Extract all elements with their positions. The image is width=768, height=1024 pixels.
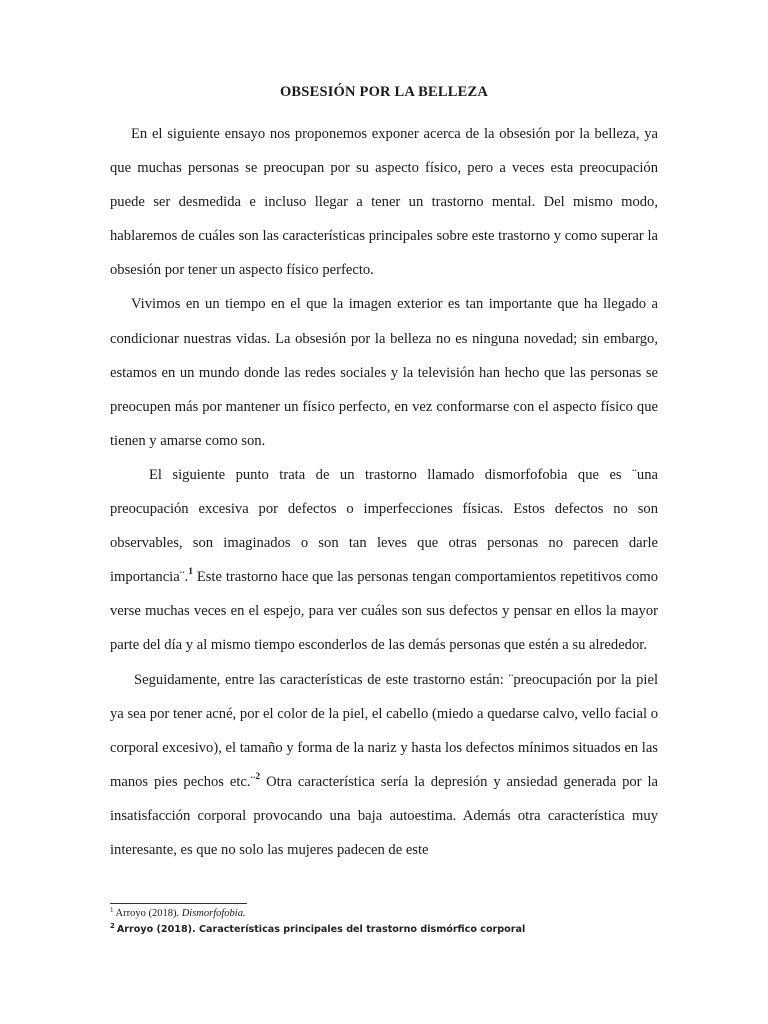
- footnote-separator: [110, 903, 247, 904]
- paragraph-4-text-a: Seguidamente, entre las características de este trastorno están: ¨preocupación por la piel ya sea por tener acné, por el color de la piel, el cabello (miedo a quedarse calvo, vello facial o corporal excesivo), el tamaño y forma de la nariz y hasta los defectos mínimos situados en las manos pies pechos etc.¨: [110, 671, 658, 790]
- paragraph-3-text-a: El siguiente punto trata de un trastorno llamado dismorfofobia que es ¨una preocupación excesiva por defectos o imperfecciones físicas. Estos defectos no son observables, son imaginados o son tan leves que otras personas no parecen darle importancia¨.: [110, 466, 658, 586]
- paragraph-2: Vivimos en un tiempo en el que la imagen exterior es tan importante que ha llegado a condicionar nuestras vidas. La obsesión por la belleza no es ninguna novedad; sin embargo, estamos en un mundo donde las redes sociales y la televisión han hecho que las personas se preocupen más por mantener un físico perfecto, en vez conformarse con el aspecto físico que tienen y amarse como son.: [110, 296, 658, 449]
- footnote-1-author: Arroyo (2018).: [115, 908, 182, 919]
- document-title: OBSESIÓN POR LA BELLEZA: [279, 84, 489, 100]
- paragraph-4-text-b: Otra característica sería la depresión y ansiedad generada por la insatisfacción corporal provocando una baja autoestima. Además otra característica muy interesante, es que no solo las mujeres padecen de este: [110, 773, 658, 858]
- footnote-1-number: 1: [110, 905, 114, 914]
- footnote-ref-1[interactable]: 1: [188, 567, 193, 578]
- footnotes: [110, 906, 670, 938]
- footnote-1-work: Dismorfofobia.: [181, 908, 246, 919]
- document-body: [110, 117, 658, 867]
- footnote-2-number: 2: [110, 921, 115, 930]
- footnote-2-text: Arroyo (2018). Características principales del trastorno dismórfico corporal: [116, 924, 526, 935]
- footnote-1: [110, 906, 670, 922]
- footnote-ref-2[interactable]: 2: [255, 771, 261, 782]
- paragraph-3: [110, 458, 658, 663]
- paragraph-4: [110, 663, 658, 868]
- paragraph-3-text-b: Este trastorno hace que las personas tengan comportamientos repetitivos como verse muchas veces en el espejo, para ver cuáles son sus defectos y pensar en ellos la mayor parte del día y al mismo tiempo esconderlos de las demás personas que estén a su alrededor.: [110, 569, 658, 654]
- footnote-2: [110, 922, 670, 938]
- paragraph-1: En el siguiente ensayo nos proponemos exponer acerca de la obsesión por la belleza, ya que muchas personas se preocupan por su aspecto físico, pero a veces esta preocupación puede ser desmedida e incluso llegar a tener un trastorno mental. Del mismo modo, hablaremos de cuáles son las características principales sobre este trastorno y como superar la obsesión por tener un aspecto físico perfecto.: [110, 126, 658, 279]
